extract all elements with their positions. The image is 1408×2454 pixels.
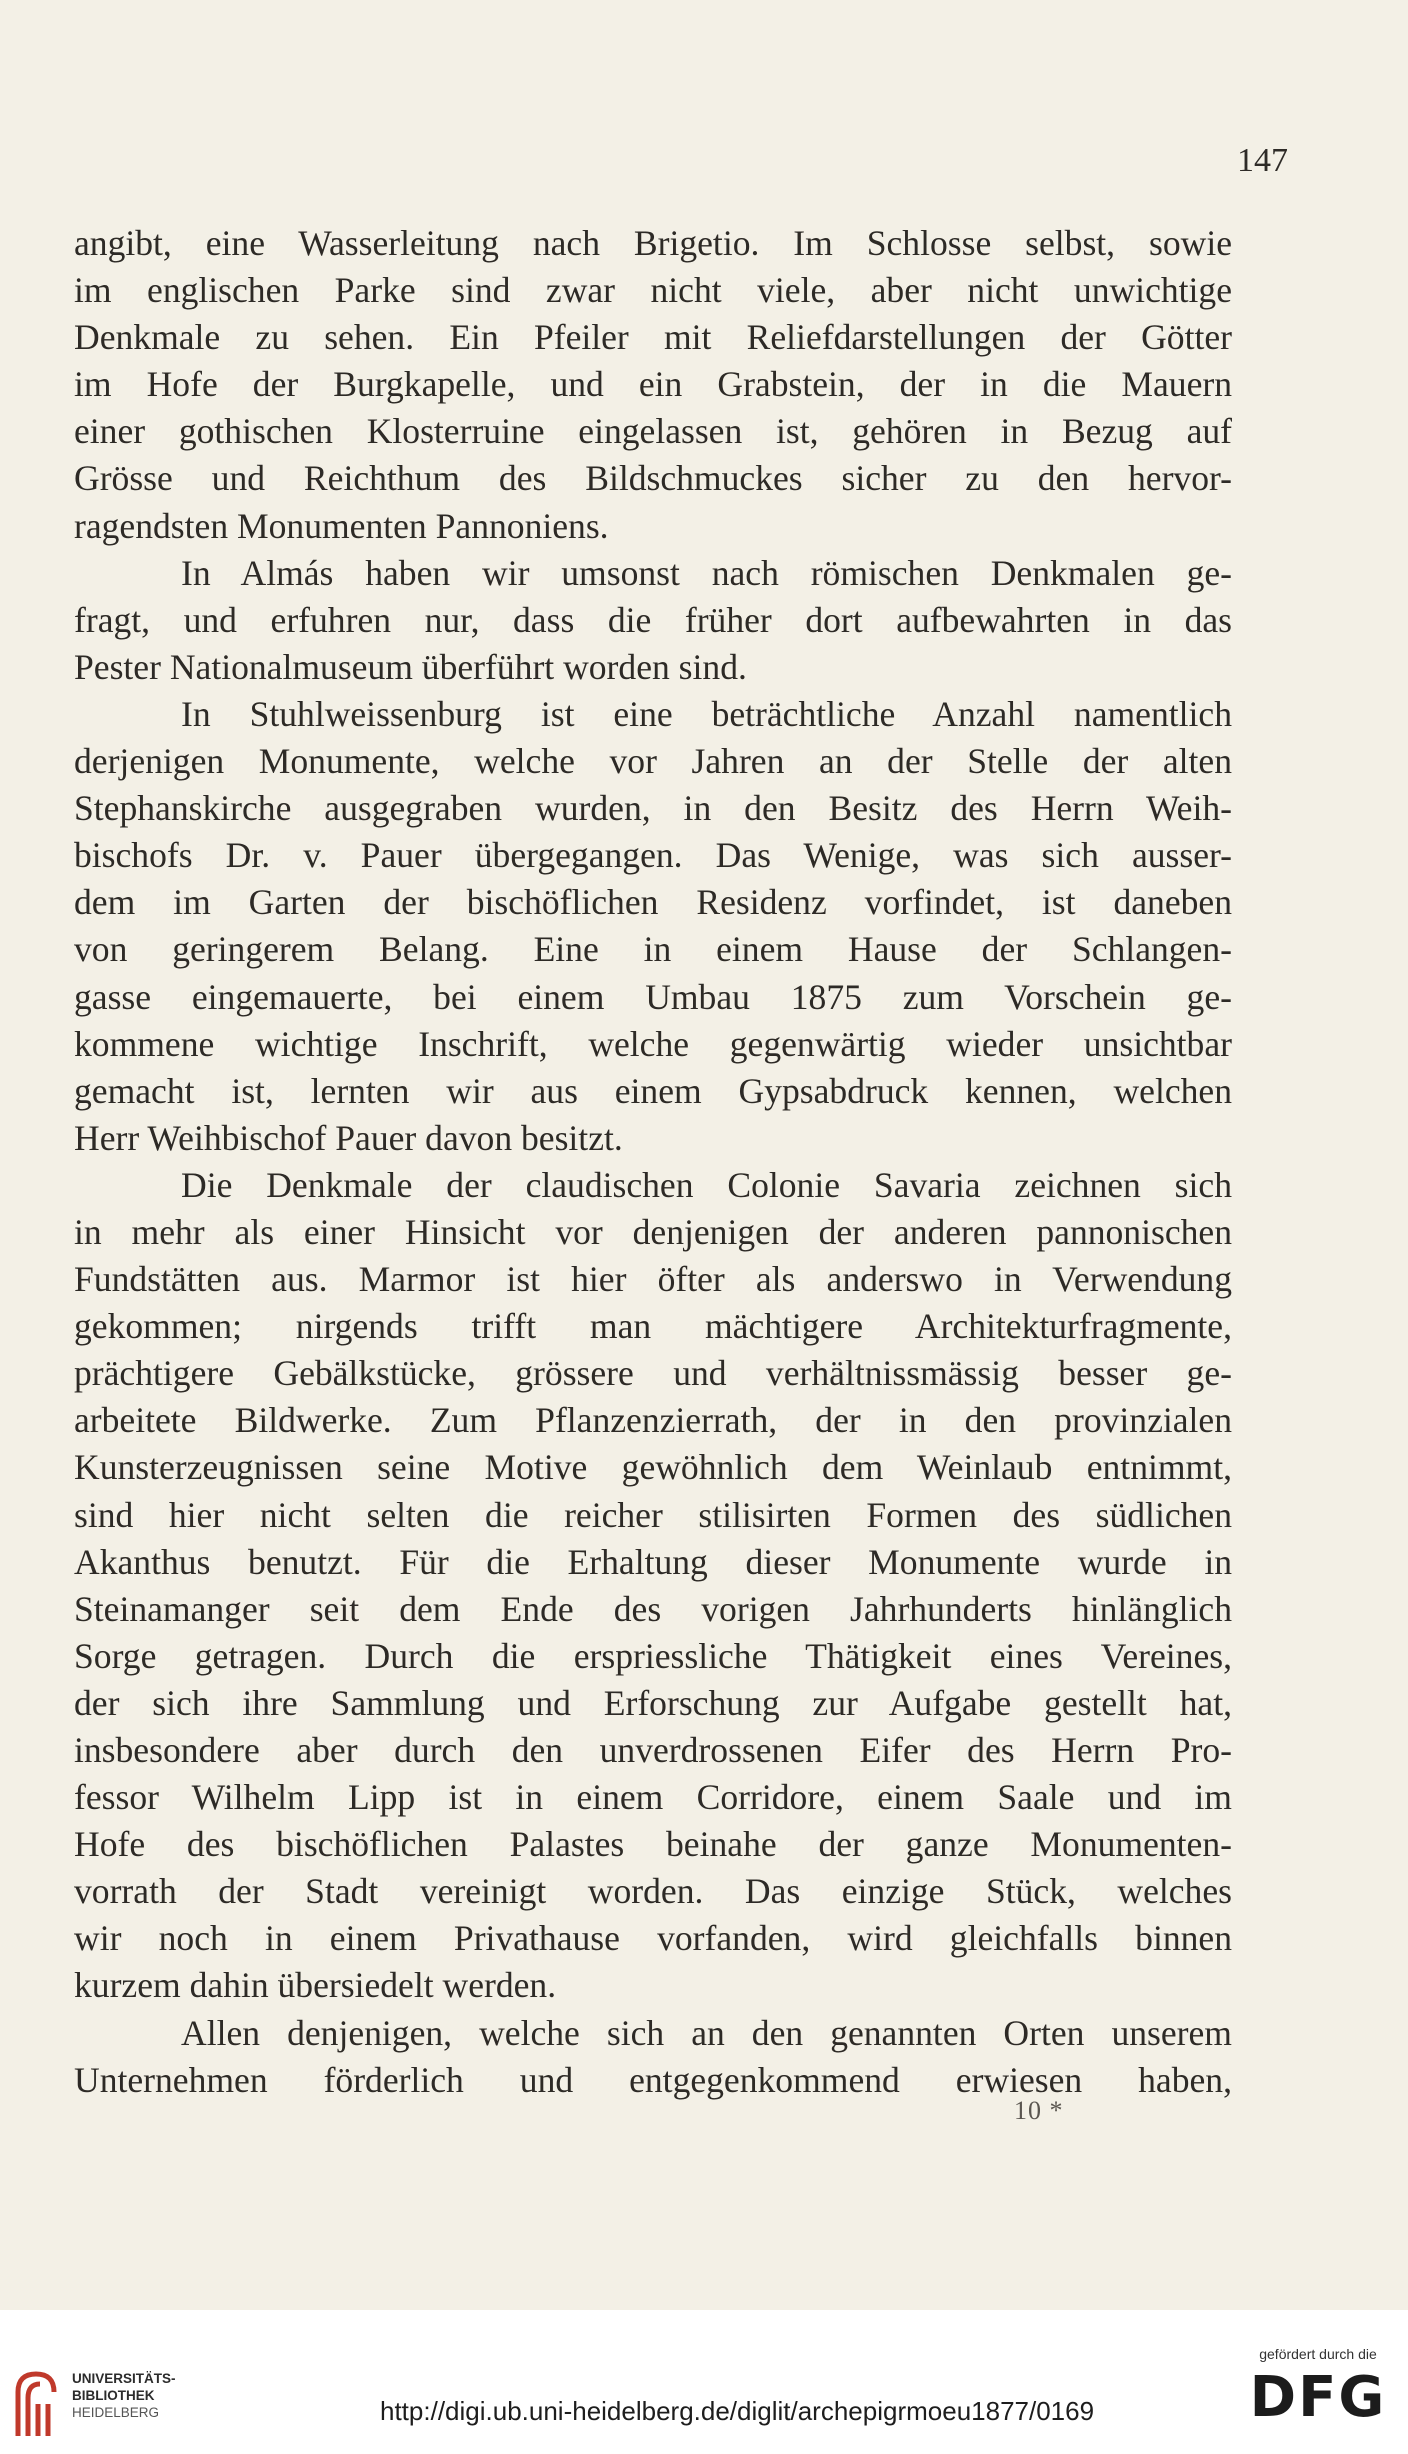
text-line: Denkmale zu sehen. Ein Pfeiler mit Reliefdarstellungen der Götter bbox=[74, 317, 1232, 358]
text-line: sind hier nicht selten die reicher stilisirten Formen des südlichen bbox=[74, 1494, 1232, 1535]
library-name-line: UNIVERSITÄTS- bbox=[72, 2371, 176, 2386]
text-line: Steinamanger seit dem Ende des vorigen Jahrhunderts hinlänglich bbox=[74, 1588, 1232, 1629]
text-line: fessor Wilhelm Lipp ist in einem Corridore, einem Saale und im bbox=[74, 1777, 1232, 1818]
text-line: fragt, und erfuhren nur, dass die früher dort aufbewahrten in das bbox=[74, 599, 1232, 640]
text-line: insbesondere aber durch den unverdrossenen Eifer des Herrn Pro- bbox=[74, 1730, 1232, 1770]
text-line: Allen denjenigen, welche sich an den genannten Orten unserem bbox=[181, 2012, 1232, 2053]
page-number: 147 bbox=[1237, 142, 1288, 179]
text-line: Grösse und Reichthum des Bildschmuckes sicher zu den hervor- bbox=[74, 458, 1232, 499]
text-line: ragendsten Monumenten Pannoniens. bbox=[74, 505, 609, 546]
text-line: wir noch in einem Privathause vorfanden, wird gleichfalls binnen bbox=[74, 1918, 1232, 1959]
library-name-line: HEIDELBERG bbox=[72, 2405, 160, 2420]
text-line: kurzem dahin übersiedelt werden. bbox=[74, 1965, 557, 2006]
text-line: bischofs Dr. v. Pauer übergegangen. Das Wenige, was sich ausser- bbox=[74, 835, 1232, 876]
text-line: im Hofe der Burgkapelle, und ein Grabstein, der in die Mauern bbox=[74, 364, 1232, 405]
text-line: gemacht ist, lernten wir aus einem Gypsabdruck kennen, welchen bbox=[74, 1070, 1232, 1111]
footer bbox=[0, 2310, 1408, 2454]
text-line: vorrath der Stadt vereinigt worden. Das einzige Stück, welches bbox=[74, 1871, 1232, 1912]
text-line: Pester Nationalmuseum überführt worden sind. bbox=[74, 646, 747, 687]
text-line: im englischen Parke sind zwar nicht viele, aber nicht unwichtige bbox=[74, 270, 1232, 311]
text-line: angibt, eine Wasserleitung nach Brigetio. Im Schlosse selbst, sowie bbox=[74, 223, 1232, 263]
dfg-funding[interactable] bbox=[1248, 2346, 1388, 2430]
text-line: einer gothischen Klosterruine eingelassen ist, gehören in Bezug auf bbox=[74, 411, 1232, 452]
text-line: von geringerem Belang. Eine in einem Hause der Schlangen- bbox=[74, 929, 1232, 970]
text-line: In Almás haben wir umsonst nach römischen Denkmalen ge- bbox=[181, 552, 1232, 593]
library-logo-icon bbox=[14, 2368, 58, 2440]
text-line: in mehr als einer Hinsicht vor denjenigen der anderen pannonischen bbox=[74, 1211, 1232, 1252]
text-line: derjenigen Monumente, welche vor Jahren an der Stelle der alten bbox=[74, 741, 1232, 782]
text-line: arbeitete Bildwerke. Zum Pflanzenzierrath, der in den provinzialen bbox=[74, 1400, 1232, 1441]
text-line: der sich ihre Sammlung und Erforschung zur Aufgabe gestellt hat, bbox=[74, 1682, 1232, 1723]
library-name-line: BIBLIOTHEK bbox=[72, 2388, 155, 2403]
text-line: Sorge getragen. Durch die erspriessliche Thätigkeit eines Vereines, bbox=[74, 1635, 1232, 1676]
library-name bbox=[72, 2370, 176, 2421]
text-line: dem im Garten der bischöflichen Residenz vorfindet, ist daneben bbox=[74, 882, 1232, 923]
text-line: Stephanskirche ausgegraben wurden, in den Besitz des Herrn Weih- bbox=[74, 788, 1232, 829]
text-line: In Stuhlweissenburg ist eine beträchtliche Anzahl namentlich bbox=[181, 693, 1232, 734]
text-line: Unternehmen förderlich und entgegenkommend erwiesen haben, bbox=[74, 2059, 1232, 2100]
text-line: Hofe des bischöflichen Palastes beinahe der ganze Monumenten- bbox=[74, 1824, 1232, 1865]
body-text bbox=[74, 220, 1232, 2104]
library-logo[interactable] bbox=[14, 2368, 184, 2440]
text-line: Akanthus benutzt. Für die Erhaltung dieser Monumente wurde in bbox=[74, 1541, 1232, 1582]
text-line: kommene wichtige Inschrift, welche gegenwärtig wieder unsichtbar bbox=[74, 1023, 1232, 1064]
text-line: Herr Weihbischof Pauer davon besitzt. bbox=[74, 1117, 623, 1158]
dfg-caption: gefördert durch die bbox=[1259, 2346, 1377, 2362]
text-line: Kunsterzeugnissen seine Motive gewöhnlich dem Weinlaub entnimmt, bbox=[74, 1447, 1232, 1488]
text-line: gasse eingemauerte, bei einem Umbau 1875 zum Vorschein ge- bbox=[74, 976, 1232, 1017]
text-line: prächtigere Gebälkstücke, grössere und verhältnissmässig besser ge- bbox=[74, 1353, 1232, 1394]
signature-mark: 10 * bbox=[1014, 2096, 1064, 2125]
text-line: Fundstätten aus. Marmor ist hier öfter als anderswo in Verwendung bbox=[74, 1259, 1232, 1300]
text-line: gekommen; nirgends trifft man mächtigere Architekturfragmente, bbox=[74, 1306, 1232, 1347]
dfg-logo: DFG bbox=[1249, 2365, 1387, 2430]
source-url-link[interactable]: http://digi.ub.uni-heidelberg.de/diglit/archepigrmoeu1877/0169 bbox=[380, 2396, 1095, 2426]
text-line: Die Denkmale der claudischen Colonie Savaria zeichnen sich bbox=[181, 1164, 1232, 1205]
